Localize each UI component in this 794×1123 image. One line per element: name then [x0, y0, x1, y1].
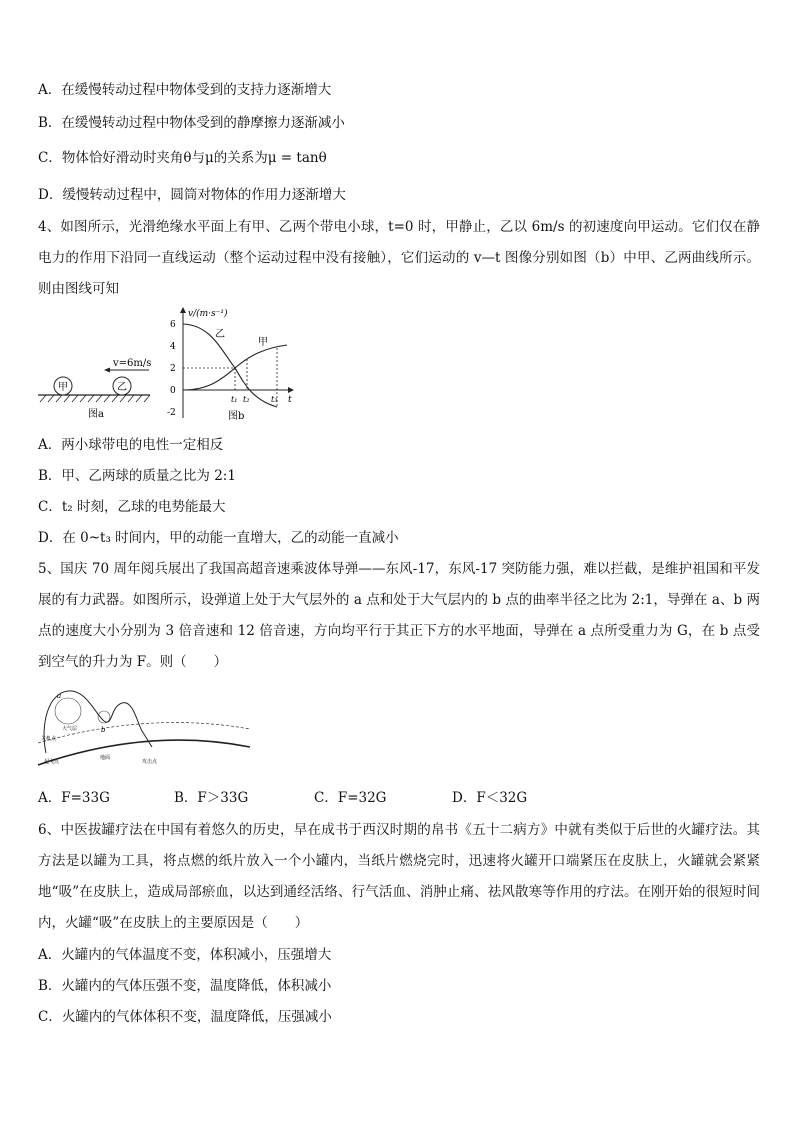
q4-option-a: A．两小球带电的电性一定相反 [38, 437, 224, 453]
launch-point-label: 起飞点 [44, 759, 60, 765]
point-b: b [101, 726, 106, 734]
ball-yi-label: 乙 [117, 382, 127, 393]
target-point-label: 攻击点 [142, 759, 158, 765]
q3-option-d: D．缓慢转动过程中，圆筒对物体的作用力逐渐增大 [38, 187, 346, 203]
velocity-arrow-head [104, 368, 110, 373]
velocity-label: v=6m/s [113, 358, 152, 369]
q6-option-a: A．火罐内的气体温度不变，体积减小，压强增大 [38, 947, 332, 963]
y-tick-0: 0 [170, 386, 176, 396]
q5-options [38, 788, 758, 808]
q5-option-a: A．F=33G [38, 790, 110, 806]
x-tick-t3: t₃ [271, 395, 278, 404]
q4-figure-a [38, 350, 153, 422]
ball-jia-label: 甲 [58, 382, 68, 393]
point-a: a [57, 692, 62, 700]
x-tick-t1: t₁ [231, 395, 238, 404]
q3-option-a: A．在缓慢转动过程中物体受到的支持力逐渐增大 [38, 82, 332, 98]
q5-stem: 5、国庆 70 周年阅兵展出了我国高超音速乘波体导弹——东风-17，东风-17 突防能力强，难以拦截，是维护祖国和平发展的有力武器。如图所示，设弹道上处于大气层外的 a 点和处于大气层内的 b 点的曲率半径之比为 2:1，导弹在 a、b 两点的速度大小分别为 3 倍音速和 12 倍音速，方向均平行于其正下方的水平地面，导弹在 a 点所受重力为 G，在 b 点受到空气的升力为 F。则（ ） [38, 561, 760, 670]
q6-stem: 6、中医拔罐疗法在中国有着悠久的历史，早在成书于西汉时期的帛书《五十二病方》中就有类似于后世的火罐疗法。其方法是以罐为工具，将点燃的纸片放入一个小罐内，当纸片燃烧完时，迅速将火罐开口端紧压在皮肤上，火罐就会紧紧地“吸”在皮肤上，造成局部瘀血，以达到通经活络、行气活血、消肿止痛、祛风散寒等作用的疗法。在刚开始的很短时间内，火罐“吸”在皮肤上的主要原因是（ ） [38, 822, 760, 931]
curve-jia-label: 甲 [258, 337, 268, 348]
q5-figure [38, 685, 253, 767]
q4-option-b: B．甲、乙两球的质量之比为 2:1 [38, 468, 236, 484]
figure-b-caption: 图b [228, 411, 245, 422]
q4-option-c: C．t₂ 时刻，乙球的电势能最大 [38, 499, 226, 515]
q4-figure-b [165, 303, 305, 423]
x-tick-t2: t₂ [243, 395, 250, 404]
y-axis-label: v/(m·s⁻¹) [188, 309, 228, 319]
q4-option-d: D．在 0~t₃ 时间内，甲的动能一直增大，乙的动能一直减小 [38, 530, 399, 546]
y-tick-4: 4 [170, 342, 176, 352]
shutdown-point-label: 关机点 [41, 736, 57, 742]
y-tick-2: 2 [170, 364, 176, 374]
ground-label: 地面 [100, 755, 111, 761]
q4-stem: 4、如图所示，光滑绝缘水平面上有甲、乙两个带电小球，t=0 时，甲静止，乙以 6m/s 的初速度向甲运动。它们仅在静电力的作用下沿同一直线运动（整个运动过程中没有接触），它们运动的 v—t 图像分别如图（b）中甲、乙两曲线所示。则由图线可知 [38, 219, 760, 297]
curve-yi-label: 乙 [215, 329, 225, 340]
q6-option-c: C．火罐内的气体体积不变，温度降低，压强减小 [38, 1009, 332, 1025]
y-tick-6: 6 [170, 320, 176, 330]
q5-option-c: C．F=32G [314, 790, 387, 806]
x-axis-label: t [288, 395, 292, 405]
y-tick-neg2: -2 [167, 408, 176, 418]
q5-option-d: D．F＜32G [452, 790, 528, 806]
q5-option-b: B．F＞33G [174, 790, 249, 806]
q3-option-b: B．在缓慢转动过程中物体受到的静摩擦力逐渐减小 [38, 115, 345, 131]
q3-option-c: C．物体恰好滑动时夹角θ与μ的关系为μ = tanθ [38, 150, 327, 166]
atmosphere-label: 大气层 [62, 726, 78, 732]
q6-option-b: B．火罐内的气体压强不变，温度降低，体积减小 [38, 978, 332, 994]
figure-a-caption: 图a [88, 409, 104, 420]
curve-jia [183, 345, 287, 390]
curvature-circle-a [55, 698, 81, 724]
